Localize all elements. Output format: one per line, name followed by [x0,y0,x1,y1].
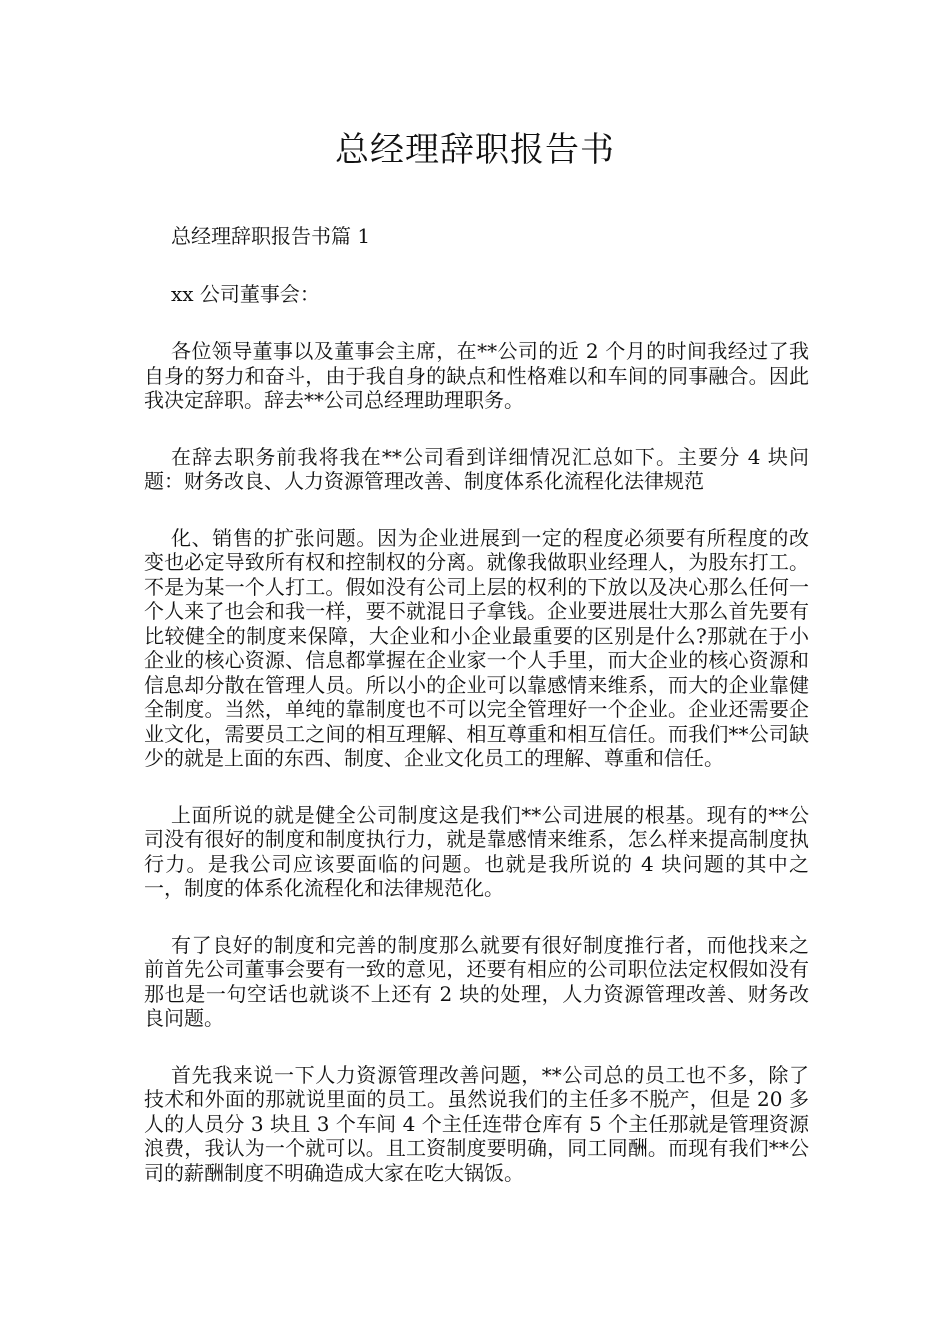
body-paragraph: 各位领导董事以及董事会主席，在**公司的近 2 个月的时间我经过了我自身的努力和奋斗，由于我自身的缺点和性格难以和车间的同事融合。因此我决定辞职。辞去**公司总经理助理职务。 [144,339,809,412]
body-paragraph: 化、销售的扩张问题。因为企业进展到一定的程度必须要有所程度的改变也必定导致所有权和控制权的分离。就像我做职业经理人，为股东打工。不是为某一个人打工。假如没有公司上层的权利的下放以及决心那么任何一个人来了也会和我一样，要不就混日子拿钱。企业要进展壮大那么首先要有比较健全的制度来保障，大企业和小企业最重要的区别是什么?那就在于小企业的核心资源、信息都掌握在企业家一个人手里，而大企业的核心资源和信息却分散在管理人员。所以小的企业可以靠感情来维系，而大的企业靠健全制度。当然，单纯的靠制度也不可以完全管理好一个企业。企业还需要企业文化，需要员工之间的相互理解、相互尊重和相互信任。而我们**公司缺少的就是上面的东西、制度、企业文化员工的理解、尊重和信任。 [144,525,809,770]
body-paragraph: 上面所说的就是健全公司制度这是我们**公司进展的根基。现有的**公司没有很好的制度和制度执行力，就是靠感情来维系，怎么样来提高制度执行力。是我公司应该要面临的问题。也就是我所说的 4 块问题的其中之一，制度的体系化流程化和法律规范化。 [144,802,809,900]
body-paragraph: 首先我来说一下人力资源管理改善问题，**公司总的员工也不多，除了技术和外面的那就说里面的员工。虽然说我们的主任多不脱产，但是 20 多人的人员分 3 块且 3 个车间 4 个主任连带仓库有 5 个主任那就是管理资源浪费，我认为一个就可以。且工资制度要明确，同工同酬。而现有我们**公司的薪酬制度不明确造成大家在吃大锅饭。 [144,1062,809,1185]
section-heading: 总经理辞职报告书篇 1 [171,224,371,248]
salutation: xx 公司董事会： [171,281,320,306]
body-paragraph: 有了良好的制度和完善的制度那么就要有很好制度推行者，而他找来之前首先公司董事会要有一致的意见，还要有相应的公司职位法定权假如没有那也是一句空话也就谈不上还有 2 块的处理，人力资源管理改善、财务改良问题。 [144,932,809,1030]
document-body [144,224,809,1217]
page-title: 总经理辞职报告书 [335,130,615,170]
body-paragraph: 在辞去职务前我将我在**公司看到详细情况汇总如下。主要分 4 块问题：财务改良、人力资源管理改善、制度体系化流程化法律规范 [144,444,809,493]
